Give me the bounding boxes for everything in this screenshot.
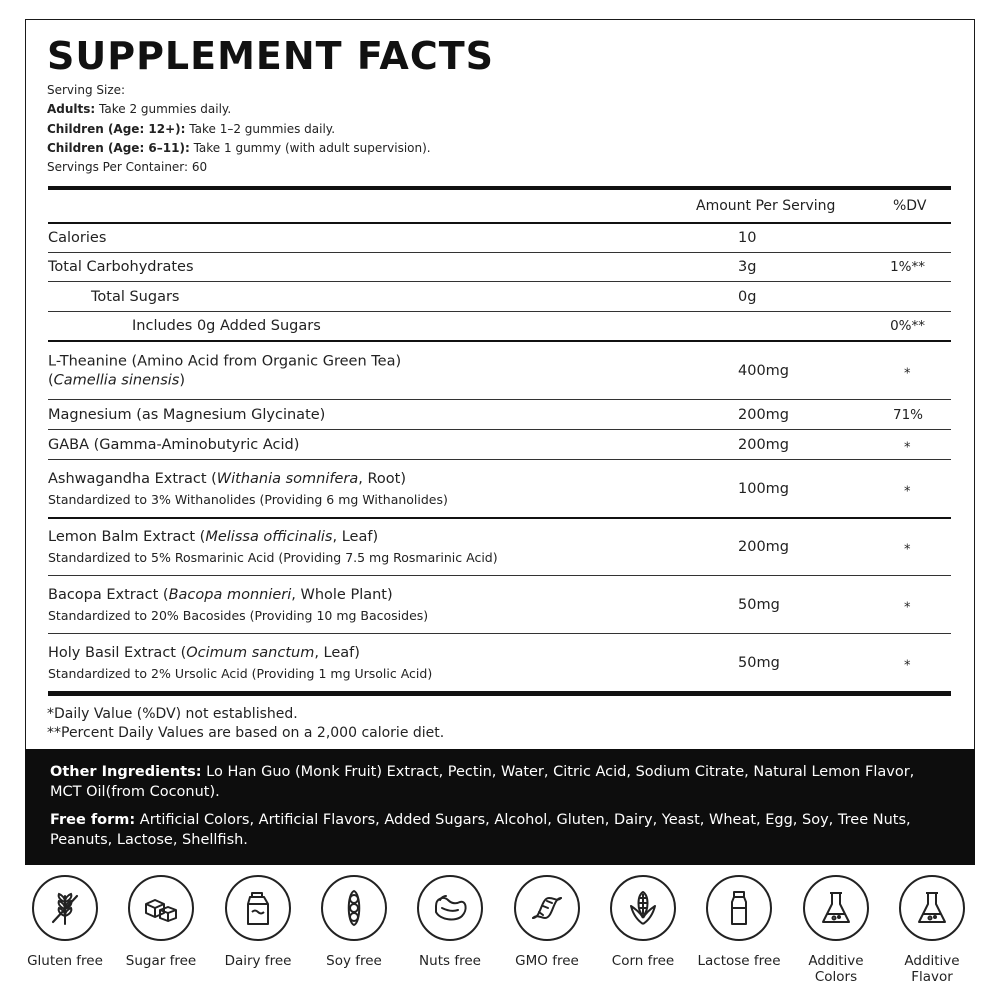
other-ingredients: Other Ingredients: Lo Han Guo (Monk Fruit) Extract, Pectin, Water, Citric Acid, Sodium Citrate, Natural Lemon Flavor, MCT Oil(from Coconut). <box>50 764 915 800</box>
row-l-theanine: L-Theanine (Amino Acid from Organic Green Tea) (Camellia sinensis) 400mg * <box>48 353 911 388</box>
corn-icon <box>610 875 676 941</box>
facts-table <box>48 186 951 696</box>
serving-children-6: Children (Age: 6–11): Take 1 gummy (with adult supervision). <box>47 140 431 155</box>
row-holy-basil: Holy Basil Extract (Ocimum sanctum, Leaf) Standardized to 2% Ursolic Acid (Providing 1 mg Ursolic Acid) 50mg * <box>48 644 911 681</box>
milk-carton-icon <box>225 875 291 941</box>
flask-icon <box>899 875 965 941</box>
flask-icon <box>803 875 869 941</box>
footnote-dv: *Daily Value (%DV) not established. <box>47 706 298 722</box>
badge-lactose-free: Lactose free <box>691 875 787 969</box>
nut-icon <box>417 875 483 941</box>
row-total-sugars: Total Sugars 0g <box>91 288 757 305</box>
badge-additive-flavor: Additive Flavor <box>884 875 980 985</box>
row-magnesium: Magnesium (as Magnesium Glycinate) 200mg 71% <box>48 406 923 423</box>
row-added-sugars: Includes 0g Added Sugars 0%** <box>132 318 925 334</box>
ingredients-box <box>25 749 975 865</box>
header-dv: %DV <box>893 198 927 214</box>
badge-soy-free: Soy free <box>306 875 402 969</box>
row-lemon-balm: Lemon Balm Extract (Melissa officinalis, Leaf) Standardized to 5% Rosmarinic Acid (Providing 7.5 mg Rosmarinic Acid) 200mg * <box>48 529 911 565</box>
footnote-percent: **Percent Daily Values are based on a 2,000 calorie diet. <box>47 725 445 741</box>
free-form: Free form: Artificial Colors, Artificial Flavors, Added Sugars, Alcohol, Gluten, Dairy, Yeast, Wheat, Egg, Soy, Tree Nuts, Peanuts, Lactose, Shellfish. <box>50 812 911 848</box>
supplement-facts-panel <box>25 19 975 865</box>
row-gaba: GABA (Gamma-Aminobutyric Acid) 200mg * <box>48 436 911 455</box>
dna-icon <box>514 875 580 941</box>
badge-gluten-free: Gluten free <box>17 875 113 969</box>
badge-additive-colors: Additive Colors <box>788 875 884 985</box>
serving-children-12: Children (Age: 12+): Take 1–2 gummies daily. <box>47 121 336 136</box>
free-from-badges <box>15 875 985 995</box>
row-calories: Calories 10 <box>48 230 757 246</box>
badge-gmo-free: GMO free <box>499 875 595 969</box>
serving-adults: Adults: Take 2 gummies daily. <box>47 102 232 117</box>
soy-pod-icon <box>321 875 387 941</box>
serving-size: Serving Size: <box>47 83 126 97</box>
badge-corn-free: Corn free <box>595 875 691 969</box>
row-total-carbohydrates: Total Carbohydrates 3g 1%** <box>48 259 925 275</box>
row-ashwagandha: Ashwagandha Extract (Withania somnifera, Root) Standardized to 3% Withanolides (Providing 6 mg Withanolides) 100mg * <box>48 470 911 507</box>
row-bacopa: Bacopa Extract (Bacopa monnieri, Whole Plant) Standardized to 20% Bacosides (Providing 10 mg Bacosides) 50mg * <box>48 586 911 623</box>
divider <box>48 691 951 696</box>
header-amount: Amount Per Serving <box>696 198 836 214</box>
serving-info <box>47 81 431 177</box>
wheat-icon <box>32 875 98 941</box>
milk-bottle-icon <box>706 875 772 941</box>
servings-per-container: Servings Per Container: 60 <box>47 160 208 175</box>
footnotes <box>47 705 444 743</box>
sugar-cubes-icon <box>128 875 194 941</box>
badge-dairy-free: Dairy free <box>210 875 306 969</box>
badge-sugar-free: Sugar free <box>113 875 209 969</box>
badge-nuts-free: Nuts free <box>402 875 498 969</box>
panel-title: SUPPLEMENT FACTS <box>47 34 495 78</box>
table-header <box>48 190 951 222</box>
